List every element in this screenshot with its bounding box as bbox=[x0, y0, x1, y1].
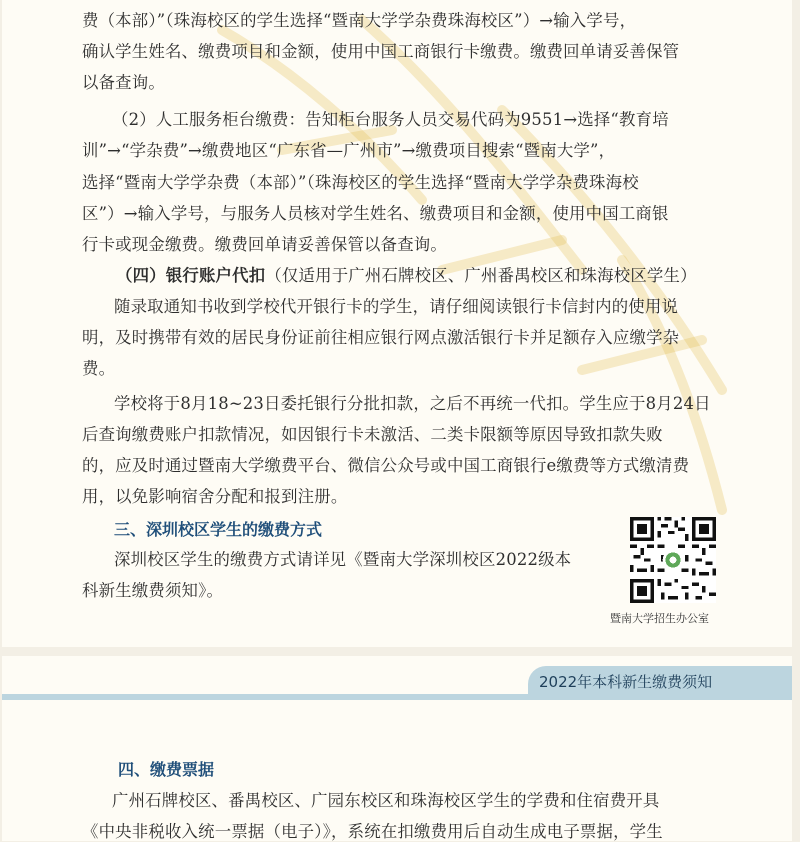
text-line: 训”→“学杂费”→缴费地区“广东省—广州市”→缴费项目搜索“暨南大学”， bbox=[82, 141, 616, 160]
qr-caption: 暨南大学招生办公室 bbox=[610, 612, 709, 625]
text-line: 科新生缴费须知》。 bbox=[82, 581, 224, 600]
document-page-1 bbox=[2, 0, 792, 647]
text-line: 明，及时携带有效的居民身份证前往相应银行网点激活银行卡并足额存入应缴学杂 bbox=[82, 328, 680, 347]
section-note: （仅适用于广州石牌校区、广州番禺校区和珠海校区学生） bbox=[265, 266, 697, 285]
text-line: 随录取通知书收到学校代开银行卡的学生，请仔细阅读银行卡信封内的使用说 bbox=[114, 297, 679, 316]
text-line: 选择“暨南大学学杂费（本部）”（珠海校区的学生选择“暨南大学学杂费珠海校 bbox=[82, 173, 639, 192]
section-heading: 四、缴费票据 bbox=[118, 760, 215, 779]
text-line: 区”）→输入学号，与服务人员核对学生姓名、缴费项目和金额，使用中国工商银 bbox=[82, 204, 669, 223]
header-title: 2022年本科新生缴费须知 bbox=[539, 673, 713, 691]
text-line: 学校将于8月18~23日委托银行分批扣款，之后不再统一代扣。学生应于8月24日 bbox=[114, 394, 711, 413]
text-line: 的，应及时通过暨南大学缴费平台、微信公众号或中国工商银行e缴费等方式缴清费 bbox=[82, 456, 690, 475]
text-line: 行卡或现金缴费。缴费回单请妥善保管以备查询。 bbox=[82, 235, 447, 254]
text-line: 费（本部）”（珠海校区的学生选择“暨南大学学杂费珠海校区”）→输入学号， bbox=[82, 11, 637, 30]
text-line: 用，以免影响宿舍分配和报到注册。 bbox=[82, 487, 348, 506]
text-line: 《中央非税收入统一票据（电子）》，系统在扣缴费用后自动生成电子票据，学生 bbox=[82, 822, 663, 841]
text-line: 确认学生姓名、缴费项目和金额，使用中国工商银行卡缴费。缴费回单请妥善保管 bbox=[82, 42, 680, 61]
qr-code-icon bbox=[630, 517, 716, 603]
section-4-line bbox=[116, 266, 697, 286]
text-line: （2）人工服务柜台缴费：告知柜台服务人员交易代码为9551→选择“教育培 bbox=[112, 110, 669, 129]
text-line: 后查询缴费账户扣款情况，如因银行卡未激活、二类卡限额等原因导致扣款失败 bbox=[82, 425, 663, 444]
text-line: 广州石牌校区、番禺校区、广园东校区和珠海校区学生的学费和住宿费开具 bbox=[112, 791, 660, 810]
section-title: （四）银行账户代扣 bbox=[116, 266, 266, 285]
section-heading: 三、深圳校区学生的缴费方式 bbox=[114, 520, 323, 539]
text-line: 以备查询。 bbox=[82, 73, 165, 92]
text-line: 深圳校区学生的缴费方式请详见《暨南大学深圳校区2022级本 bbox=[114, 550, 572, 569]
document-page-2 bbox=[2, 656, 792, 841]
text-line: 费。 bbox=[82, 359, 116, 378]
